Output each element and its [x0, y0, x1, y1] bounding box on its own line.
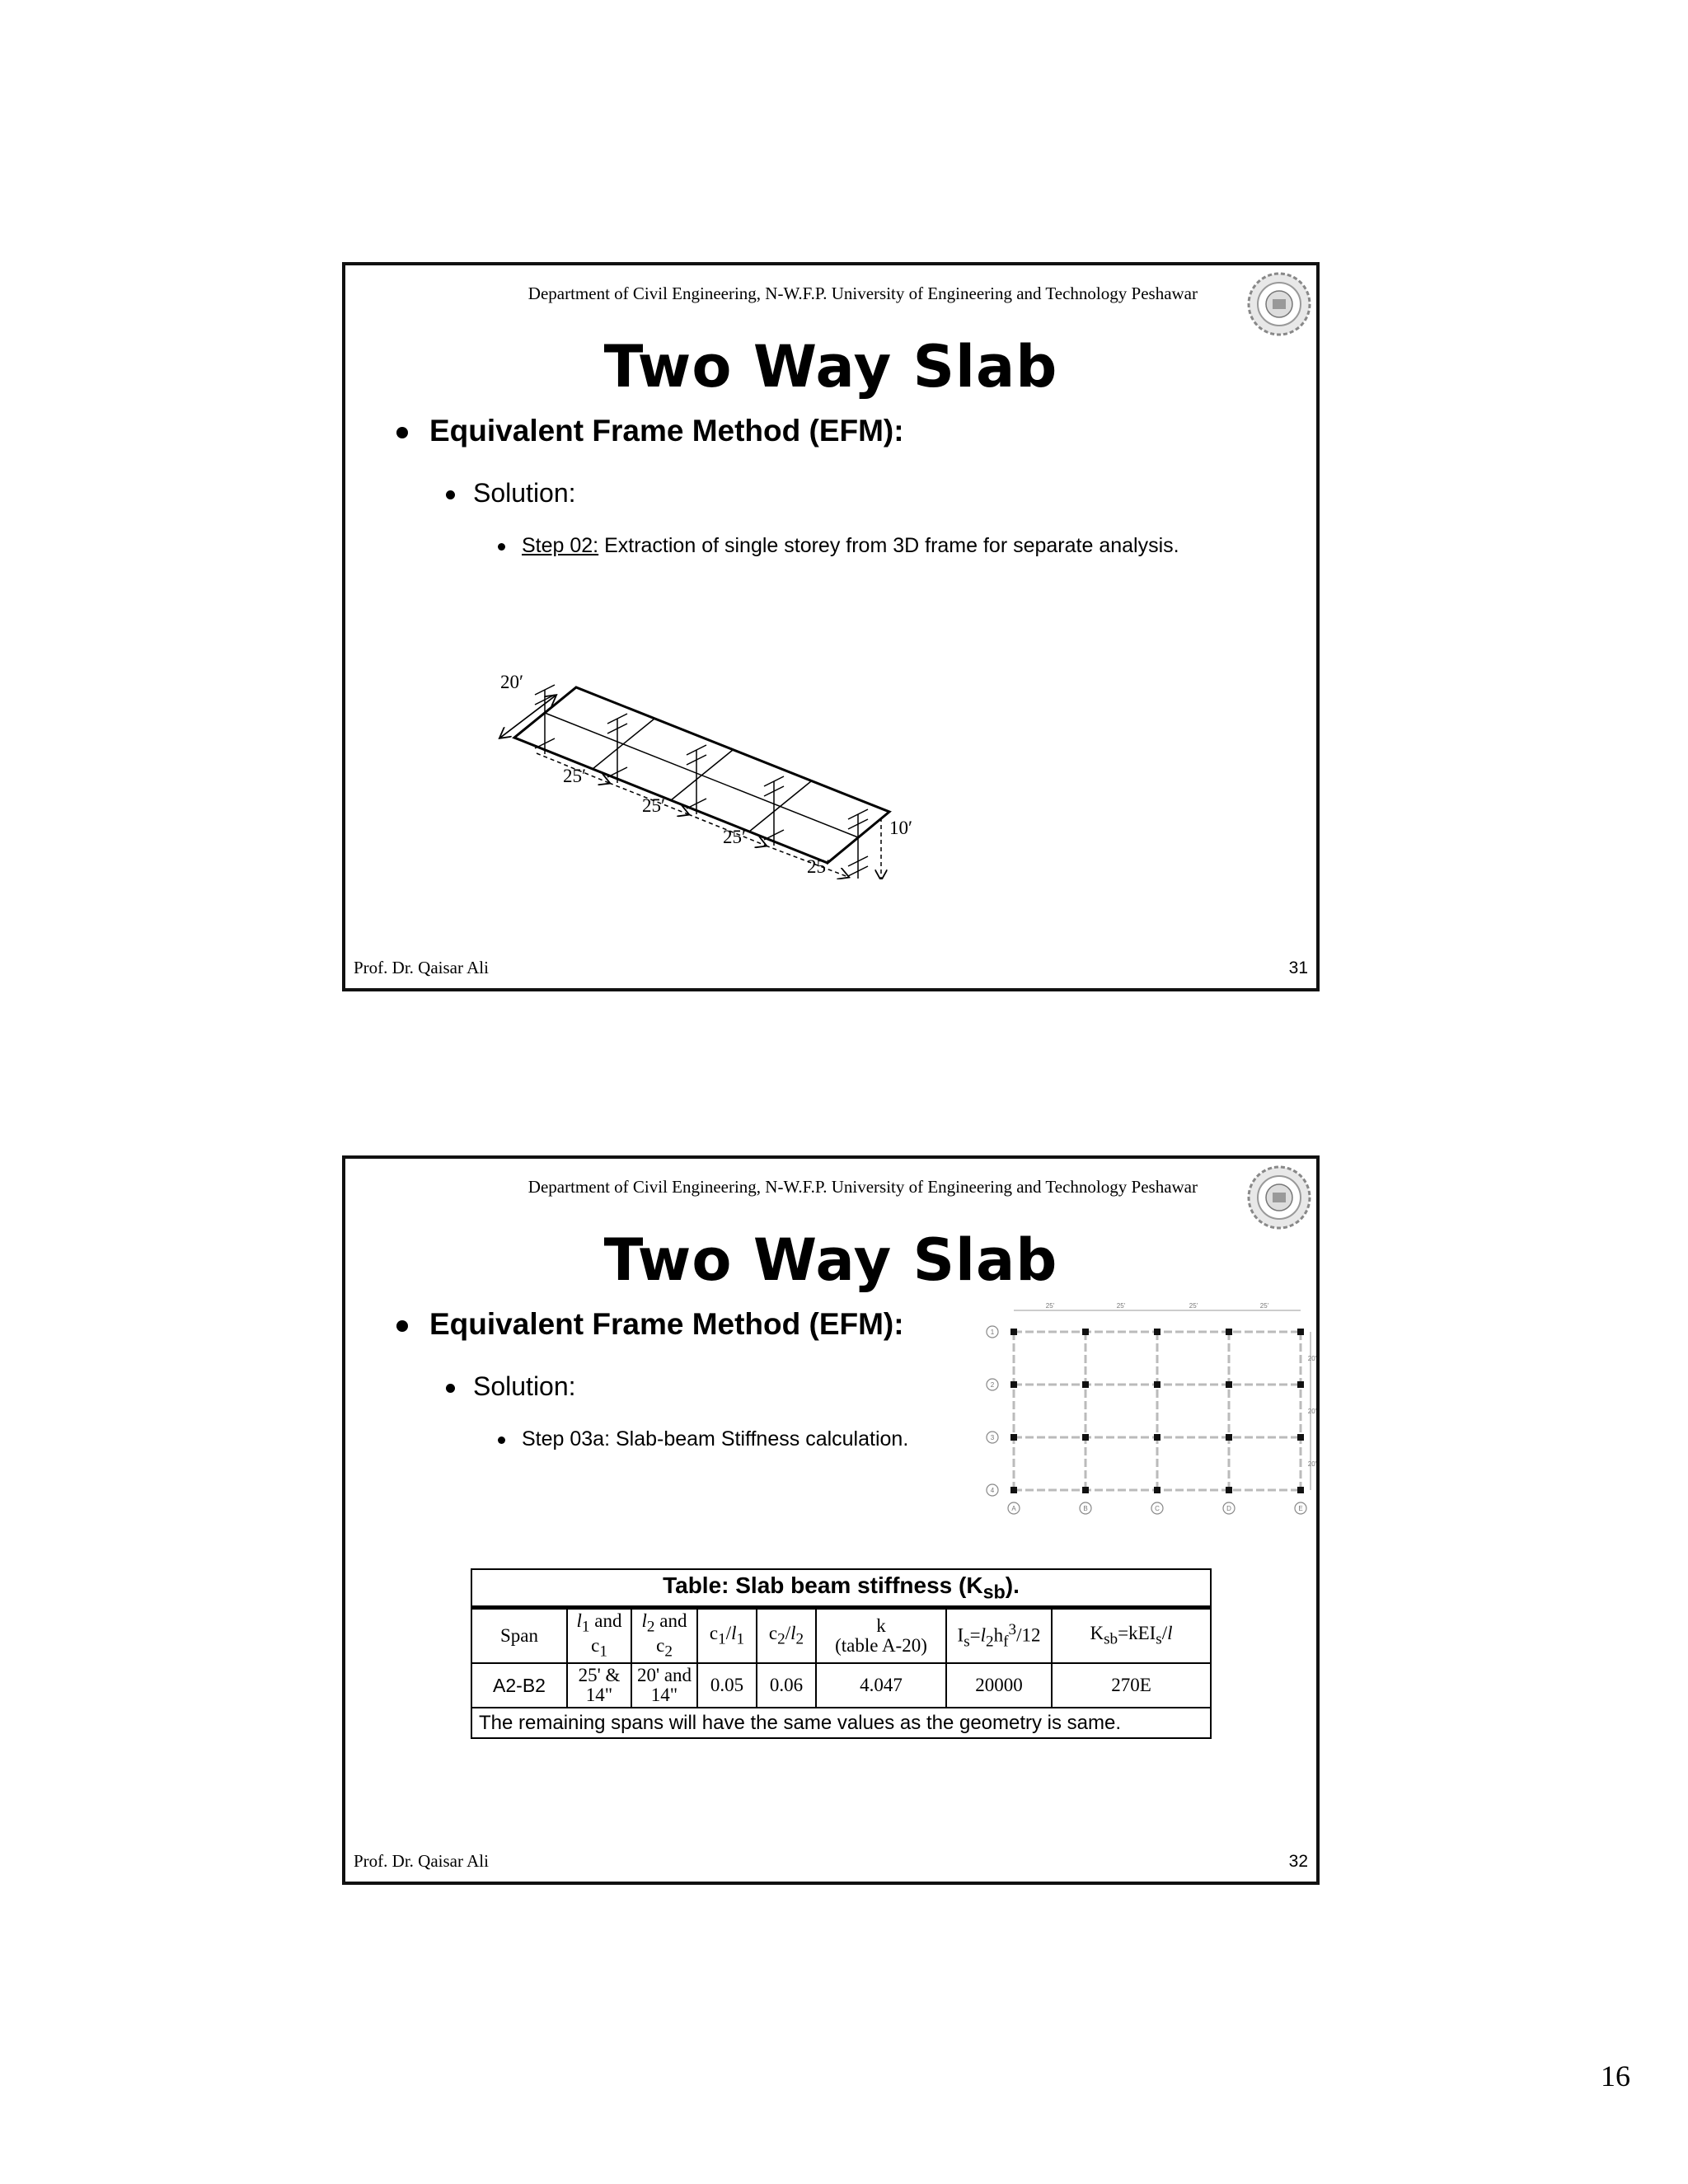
plan-column-label: D — [1226, 1505, 1231, 1512]
plan-row-label: 2 — [990, 1381, 995, 1389]
university-logo-icon — [1245, 1164, 1313, 1231]
plan-column-label: B — [1083, 1505, 1088, 1512]
header-l1-c1: $l_1$ and $c_1$ — [567, 1608, 631, 1663]
footer-author: Prof. Dr. Qaisar Ali — [354, 1851, 489, 1871]
plan-side-label: 20' — [1307, 1355, 1317, 1362]
single-storey-frame-figure — [485, 632, 931, 879]
bullet-dot — [396, 427, 408, 438]
cell-c2-l2: 0.06 — [757, 1663, 816, 1708]
header-is: $I_s=l_2h_f^3/12$ — [946, 1608, 1052, 1663]
height-label: 10′ — [889, 818, 913, 838]
bullet-dot — [446, 1384, 455, 1393]
header-k: k (table A-20) — [816, 1608, 946, 1663]
header-c2-l2: $c_2/l_2$ — [757, 1608, 816, 1663]
step-text: Extraction of single storey from 3D frame for separate analysis. — [598, 534, 1179, 557]
department-header: Department of Civil Engineering, N-W.F.P. University of Engineering and Technology Peshawar — [528, 1177, 1198, 1197]
slide-number: 32 — [1288, 1852, 1308, 1871]
slab-beam-stiffness-table — [471, 1568, 1212, 1739]
bullet-dot — [396, 1320, 408, 1332]
table-header-row — [471, 1608, 1211, 1663]
plan-column-label: E — [1298, 1505, 1303, 1512]
plan-span-label: 25' — [1259, 1302, 1269, 1310]
cell-is: 20000 — [946, 1663, 1052, 1708]
floor-plan-grid-figure — [984, 1301, 1318, 1515]
plan-row-label: 4 — [990, 1487, 995, 1494]
table-note: The remaining spans will have the same values as the geometry is same. — [471, 1708, 1211, 1738]
span-label-2: 25′ — [642, 795, 666, 816]
header-l2-c2: $l_2$ and $c_2$ — [631, 1608, 697, 1663]
plan-span-label: 25' — [1189, 1302, 1198, 1310]
header-c1-l1: $c_1/l_1$ — [697, 1608, 757, 1663]
cell-span: A2-B2 — [471, 1663, 567, 1708]
table-caption: Table: Slab beam stiffness $(K_{sb})$. — [471, 1569, 1211, 1608]
bullet-dot — [498, 1436, 505, 1444]
slide-31 — [342, 262, 1320, 991]
bullet-efm: Equivalent Frame Method (EFM): — [396, 414, 904, 448]
bullet-efm: Equivalent Frame Method (EFM): — [396, 1307, 904, 1342]
step-label: Step 02: — [522, 534, 599, 557]
plan-column-label: C — [1155, 1505, 1160, 1512]
bullet-solution: Solution: — [446, 478, 576, 509]
bullet-solution: Solution: — [446, 1371, 576, 1402]
table-row — [471, 1663, 1211, 1708]
header-ksb: $K_{sb}=kEI_s/l$ — [1052, 1608, 1211, 1663]
plan-column-label: A — [1011, 1505, 1016, 1512]
width-label: 20′ — [500, 672, 524, 692]
university-logo-icon — [1245, 270, 1313, 338]
slide-32 — [342, 1155, 1320, 1885]
cell-ksb: 270E — [1052, 1663, 1211, 1708]
plan-span-label: 25' — [1116, 1302, 1126, 1310]
department-header: Department of Civil Engineering, N-W.F.P. University of Engineering and Technology Peshawar — [528, 284, 1198, 303]
header-span: Span — [471, 1608, 567, 1663]
cell-k: 4.047 — [816, 1663, 946, 1708]
slide-title: Two Way Slab — [603, 333, 1058, 401]
page-number: 16 — [1601, 2060, 1630, 2093]
plan-row-label: 1 — [990, 1329, 995, 1336]
slide-number: 31 — [1288, 958, 1308, 977]
footer-author: Prof. Dr. Qaisar Ali — [354, 958, 489, 977]
span-label-4: 25′ — [807, 856, 831, 877]
plan-side-label: 20' — [1307, 1408, 1317, 1415]
cell-c1-l1: 0.05 — [697, 1663, 757, 1708]
bullet-step-03a: Step 03a: Slab-beam Stiffness calculation. — [498, 1427, 908, 1451]
cell-l1-c1: 25' & 14" — [567, 1663, 631, 1708]
bullet-step-02 — [498, 534, 1179, 558]
bullet-dot — [446, 490, 455, 499]
span-label-3: 25′ — [723, 827, 747, 847]
plan-row-label: 3 — [990, 1434, 995, 1441]
plan-span-label: 25' — [1045, 1302, 1055, 1310]
span-label-1: 25′ — [563, 766, 587, 786]
bullet-dot — [498, 543, 505, 551]
slide-title: Two Way Slab — [603, 1226, 1058, 1294]
cell-l2-c2: 20' and 14" — [631, 1663, 697, 1708]
plan-side-label: 20' — [1307, 1460, 1317, 1468]
